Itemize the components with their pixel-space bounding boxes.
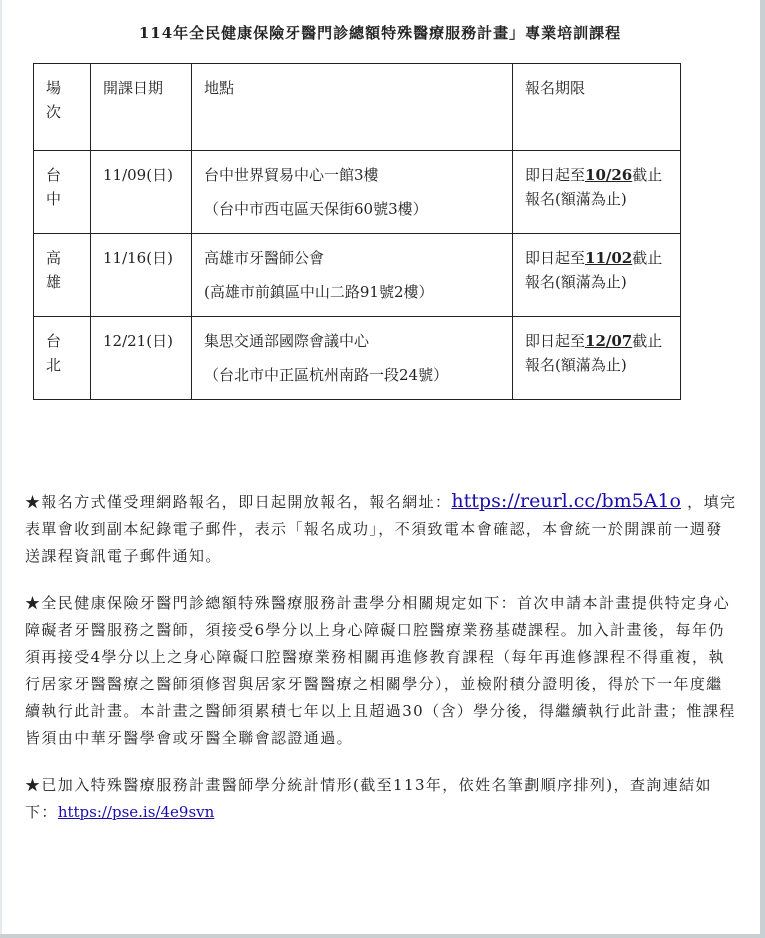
table-row: [34, 317, 681, 400]
location-name: 集思交通部國際會議中心: [204, 332, 370, 350]
session-date: 11/09(日): [91, 151, 192, 234]
location-address: (高雄市前鎮區中山二路91號2樓）: [204, 283, 434, 301]
credit-stats-note: ★已加入特殊醫療服務計畫醫師學分統計情形(截至113年，依姓名筆劃順序排列)，查詢連結如下：https://pse.is/4e9svn: [25, 776, 712, 821]
session-city: 台北: [34, 317, 91, 400]
session-deadline: 即日起至11/02截止報名(額滿為止): [513, 234, 681, 317]
page-title: 114年全民健康保險牙醫門診總額特殊醫療服務計畫」專業培訓課程: [138, 24, 622, 42]
location-address: （台中市西屯區天保街60號3樓）: [204, 200, 428, 218]
deadline-date: 10/26: [585, 166, 633, 184]
header-date: 開課日期: [91, 64, 192, 151]
header-session: 場次: [34, 64, 91, 151]
table-header-row: [34, 64, 681, 151]
session-city: 台中: [34, 151, 91, 234]
frame-left-edge: [0, 0, 2, 938]
location-name: 高雄市牙醫師公會: [204, 249, 325, 267]
deadline-date: 11/02: [585, 249, 633, 267]
header-deadline: 報名期限: [513, 64, 681, 151]
session-city: 高雄: [34, 234, 91, 317]
deadline-date: 12/07: [585, 332, 633, 350]
session-deadline: 即日起至10/26截止報名(額滿為止): [513, 151, 681, 234]
table-row: [34, 234, 681, 317]
session-deadline: 即日起至12/07截止報名(額滿為止): [513, 317, 681, 400]
notes-section: [25, 488, 737, 846]
credit-rules-note: ★全民健康保險牙醫門診總額特殊醫療服務計畫學分相關規定如下：首次申請本計畫提供特定身心障礙者牙醫服務之醫師，須接受6學分以上身心障礙口腔醫療業務基礎課程。加入計畫後，每年仍須再接受4學分以上之身心障礙口腔醫療業務相關再進修教育課程（每年再進修課程不得重複，執行居家牙醫醫療之醫師須修習與居家牙醫醫療之相關學分），並檢附積分證明後，得於下一年度繼續執行此計畫。本計畫之醫師須累積七年以上且超過30（含）學分後，得繼續執行此計畫；惟課程皆須由中華牙醫學會或牙醫全聯會認證通過。: [25, 594, 736, 747]
table-row: [34, 151, 681, 234]
session-date: 11/16(日): [91, 234, 192, 317]
session-date: 12/21(日): [91, 317, 192, 400]
registration-link[interactable]: https://reurl.cc/bm5A1o: [451, 490, 681, 512]
frame-right-edge: [760, 0, 765, 938]
schedule-table: [33, 63, 681, 400]
session-location: [192, 317, 513, 400]
session-location: [192, 234, 513, 317]
header-location: 地點: [192, 64, 513, 151]
location-address: （台北市中正區杭州南路一段24號）: [204, 366, 449, 384]
session-location: [192, 151, 513, 234]
credit-stats-link[interactable]: https://pse.is/4e9svn: [57, 803, 215, 821]
frame-bottom-edge: [0, 934, 765, 938]
registration-note: ★報名方式僅受理網路報名，即日起開放報名，報名網址：https://reurl.cc/bm5A1o ，填完表單會收到副本紀錄電子郵件，表示「報名成功」，不須致電本會確認，本會統一於開課前一週發送課程資訊電子郵件通知。: [25, 490, 737, 565]
location-name: 台中世界貿易中心一館3樓: [204, 166, 379, 184]
